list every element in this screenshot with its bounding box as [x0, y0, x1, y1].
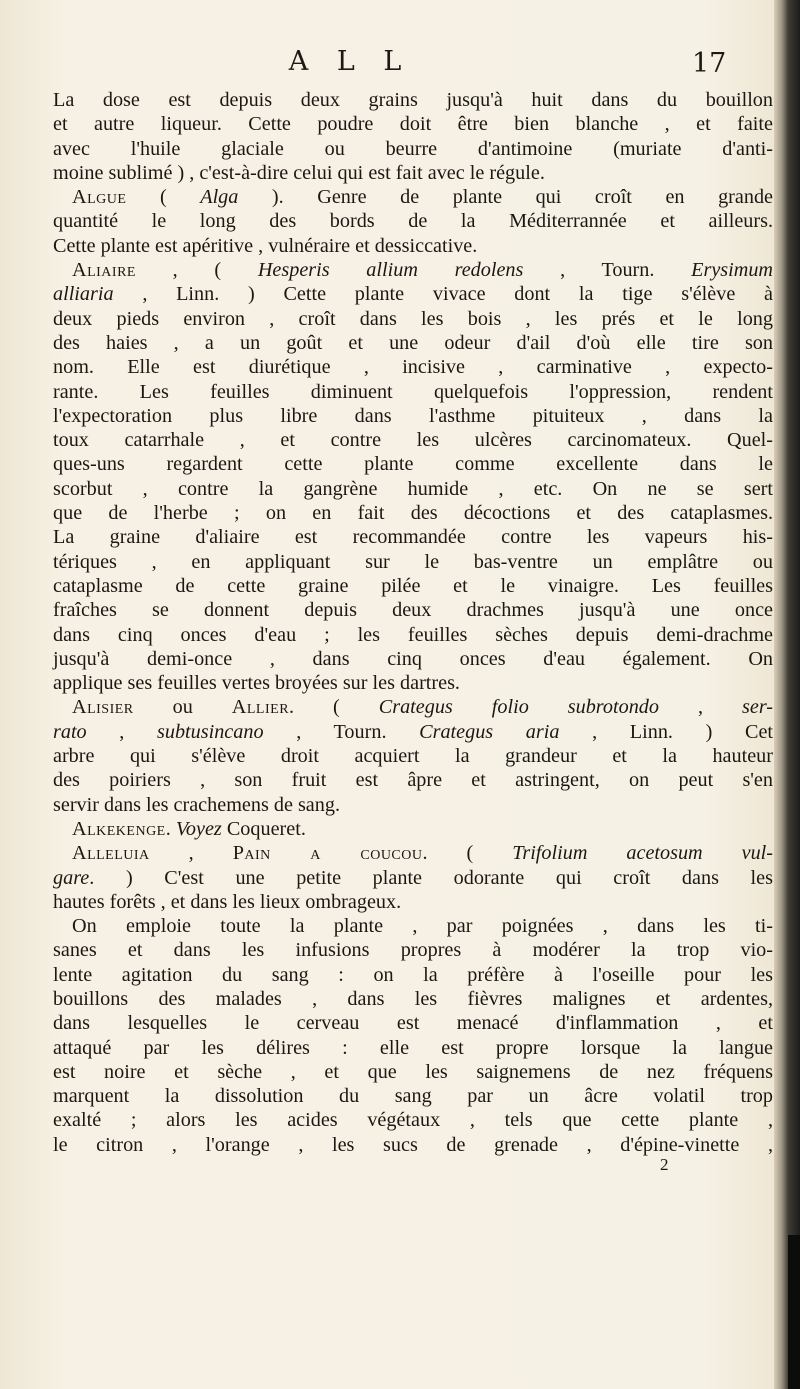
text-line: lente agitation du sang : on la préfère à l'oseille pour les — [53, 963, 773, 986]
text-line: Cette plante est apéritive , vulnéraire et dessiccative. — [53, 234, 478, 257]
text-line: On emploie toute la plante , par poignées , dans les ti- — [72, 915, 773, 938]
text-line: servir dans les crachemens de sang. — [53, 793, 341, 816]
text-line: avec l'huile glaciale ou beurre d'antimoine (muriate d'anti- — [53, 137, 773, 160]
entry-alisier: Alisier ou Allier. ( Crategus folio subrotondo , ser- — [72, 696, 774, 719]
page-number: 17 — [692, 48, 727, 79]
text-line: rante. Les feuilles diminuent quelquefois l'oppression, rendent — [53, 380, 773, 403]
text-line: cataplasme de cette graine pilée et le vinaigre. Les feuilles — [53, 574, 773, 597]
entry-alkekenge: Alkekenge. Voyez Coqueret. — [72, 817, 306, 840]
entry-algue: Algue ( Alga ). Genre de plante qui croît en grande — [72, 186, 773, 209]
text-line: le citron , l'orange , les sucs de grenade , d'épine-vinette , — [53, 1133, 773, 1156]
text-line: bouillons des malades , dans les fièvres malignes et ardentes, — [53, 987, 773, 1010]
text-line: fraîches se donnent depuis deux drachmes jusqu'à une once — [53, 599, 773, 622]
entry-alleluia: Alleluia , Pain a coucou. ( Trifolium acetosum vul- — [72, 842, 773, 865]
dictionary-text — [53, 88, 773, 1157]
text-line: arbre qui s'élève droit acquiert la grandeur et la hauteur — [53, 745, 773, 768]
text-line: des poiriers , son fruit est âpre et astringent, on peut s'en — [53, 769, 773, 792]
text-line: toux catarrhale , et contre les ulcères carcinomateux. Quel- — [53, 429, 773, 452]
text-line: nom. Elle est diurétique , incisive , carminative , expecto- — [53, 356, 773, 379]
text-line: est noire et sèche , et que les saignemens de nez fréquens — [53, 1060, 773, 1083]
text-line: exalté ; alors les acides végétaux , tels que cette plante , — [53, 1109, 773, 1132]
text-line: que de l'herbe ; on en fait des décoctions et des cataplasmes. — [53, 502, 773, 525]
entry-aliaire: Aliaire , ( Hesperis allium redolens , Tourn. Erysimum — [72, 259, 773, 282]
text-line: sanes et dans les infusions propres à modérer la trop vio- — [53, 939, 773, 962]
text-line: deux pieds environ , croît dans les bois , les prés et le long — [53, 307, 773, 330]
text-line: hautes forêts , et dans les lieux ombrageux. — [53, 890, 402, 913]
text-line: jusqu'à demi-once , dans cinq onces d'eau également. On — [53, 647, 773, 670]
entry-headword: Allier — [231, 696, 290, 719]
text-line: et autre liqueur. Cette poudre doit être bien blanche , et faite — [53, 113, 773, 136]
text-line: applique ses feuilles vertes broyées sur les dartres. — [53, 672, 460, 695]
text-line: l'expectoration plus libre dans l'asthme pituiteux , dans la — [53, 404, 773, 427]
entry-headword: Alleluia — [72, 842, 150, 865]
text-line: quantité le long des bords de la Méditerrannée et ailleurs. — [53, 210, 773, 233]
text-line: dans cinq onces d'eau ; les feuilles sèches depuis demi-drachme — [53, 623, 773, 646]
text-line: tériques , en appliquant sur le bas-ventre un emplâtre ou — [53, 550, 773, 573]
text-line: moine sublimé ) , c'est-à-dire celui qui est fait avec le régule. — [53, 161, 545, 184]
text-line: La dose est depuis deux grains jusqu'à huit dans du bouillon — [53, 89, 773, 111]
signature-mark: 2 — [660, 1155, 669, 1174]
text-line: des haies , a un goût et une odeur d'ail d'où elle tire son — [53, 331, 773, 354]
text-line: La graine d'aliaire est recommandée contre les vapeurs his- — [53, 526, 773, 549]
text-line: marquent la dissolution du sang par un âcre volatil trop — [53, 1085, 773, 1108]
text-line: attaqué par les délires : elle est propre lorsque la langue — [53, 1036, 773, 1059]
text-line: dans lesquelles le cerveau est menacé d'inflammation , et — [53, 1012, 773, 1035]
page-header — [0, 46, 800, 86]
text-line: ques-uns regardent cette plante comme excellente dans le — [53, 453, 773, 476]
text-line: scorbut , contre la gangrène humide , etc. On ne se sert — [53, 477, 773, 500]
entry-headword: Alisier — [72, 696, 134, 719]
text-line: alliaria , Linn. ) Cette plante vivace dont la tige s'élève à — [53, 283, 773, 306]
page-binding-edge — [774, 0, 800, 1389]
entry-headword: Algue — [72, 186, 127, 209]
text-line: rato , subtusincano , Tourn. Crategus aria , Linn. ) Cet — [53, 720, 774, 743]
entry-headword: Aliaire — [72, 259, 136, 282]
page-binding-shadow — [788, 1235, 800, 1389]
entry-headword: Pain a coucou — [232, 842, 423, 865]
entry-headword: Alkekenge — [72, 817, 166, 840]
text-line: gare. ) C'est une petite plante odorante qui croît dans les — [53, 866, 773, 889]
running-head: A L L — [288, 46, 412, 77]
